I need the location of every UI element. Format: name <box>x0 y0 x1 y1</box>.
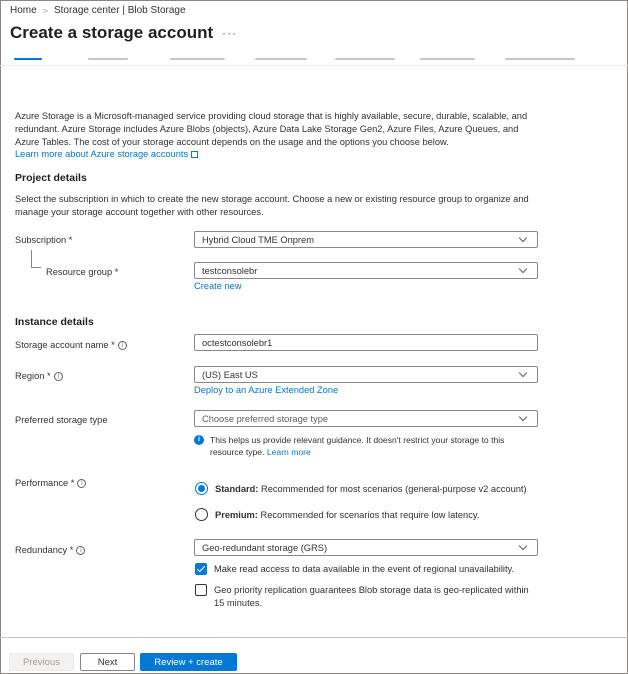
performance-standard-label <box>215 484 527 494</box>
premium-description: Recommended for scenarios that require low latency. <box>260 509 480 520</box>
learn-more-link[interactable] <box>15 149 198 159</box>
chevron-down-icon <box>519 234 527 242</box>
region-select[interactable] <box>194 366 538 383</box>
premium-title: Premium: <box>215 509 258 520</box>
learn-more-label[interactable]: Learn more about Azure storage accounts <box>15 149 189 159</box>
storage-type-info-text <box>210 434 534 458</box>
tab-strip <box>10 55 610 64</box>
tab-review[interactable] <box>505 58 575 60</box>
tab-networking[interactable] <box>170 58 225 60</box>
subscription-select[interactable] <box>194 231 538 248</box>
performance-premium-radio[interactable] <box>195 508 479 521</box>
info-icon[interactable]: i <box>54 372 63 381</box>
storage-account-name-label <box>15 340 127 350</box>
geo-priority-checkbox[interactable] <box>195 584 535 610</box>
checkbox-unchecked-icon[interactable] <box>195 584 207 596</box>
preferred-storage-type-select[interactable] <box>194 410 538 427</box>
read-access-label: Make read access to data available in the event of regional unavailability. <box>214 564 515 574</box>
performance-premium-label <box>215 510 479 520</box>
standard-description: Recommended for most scenarios (general-purpose v2 account) <box>260 483 527 494</box>
tree-connector <box>31 250 41 268</box>
redundancy-select[interactable] <box>194 539 538 556</box>
storage-type-info <box>194 434 534 458</box>
storage-account-name-label-text: Storage account name * <box>15 340 115 350</box>
review-create-button[interactable]: Review + create <box>140 653 237 671</box>
info-icon[interactable]: i <box>76 546 85 555</box>
footer-divider <box>0 637 628 638</box>
chevron-down-icon <box>519 542 527 550</box>
breadcrumb-separator-icon: > <box>42 5 48 16</box>
tab-data-protection[interactable] <box>255 58 307 60</box>
project-details-heading: Project details <box>15 172 87 184</box>
preferred-storage-type-placeholder: Choose preferred storage type <box>202 413 329 424</box>
performance-standard-radio[interactable] <box>195 482 527 495</box>
resource-group-select[interactable] <box>194 262 538 279</box>
info-filled-icon: i <box>194 435 204 445</box>
more-options-icon[interactable]: ··· <box>222 26 237 40</box>
project-details-description: Select the subscription in which to create the new storage account. Choose a new or existing resource group to organize and manage your storage account together with other resources. <box>15 194 529 217</box>
preferred-storage-type-label: Preferred storage type <box>15 415 108 425</box>
storage-type-info-message: This helps us provide relevant guidance. It doesn't restrict your storage to this resource type. <box>210 435 505 457</box>
resource-group-label: Resource group * <box>46 267 119 277</box>
geo-priority-label: Geo priority replication guarantees Blob storage data is geo-replicated within 15 minutes. <box>214 585 529 608</box>
subscription-label: Subscription * <box>15 235 73 245</box>
storage-account-name-value: octestconsolebr1 <box>202 337 273 348</box>
external-link-icon <box>191 151 198 158</box>
redundancy-value: Geo-redundant storage (GRS) <box>202 542 328 553</box>
breadcrumb-current[interactable]: Storage center | Blob Storage <box>53 5 186 16</box>
radio-selected-icon[interactable] <box>195 482 208 495</box>
region-label <box>15 371 63 381</box>
tab-encryption[interactable] <box>335 58 395 60</box>
page-title: Create a storage account <box>10 23 214 42</box>
tab-tags[interactable] <box>420 58 475 60</box>
chevron-down-icon <box>519 265 527 273</box>
tab-advanced[interactable] <box>88 58 128 60</box>
create-new-link[interactable]: Create new <box>194 281 242 291</box>
performance-label-text: Performance * <box>15 478 75 488</box>
tab-basics[interactable] <box>14 58 42 60</box>
storage-type-learn-more-link[interactable]: Learn more <box>266 447 311 457</box>
intro-text: Azure Storage is a Microsoft-managed service providing cloud storage that is highly available, secure, durable, scalable, and redundant. Azure Storage includes Azure Blobs (objects), Azure Data Lake Storage Gen2, Azure Files, Azure Queues, and Azure Tables. The cost of your storage account depends on the usage and the options you choose below. <box>15 111 528 147</box>
tabs-divider <box>0 65 628 66</box>
resource-group-value: testconsolebr <box>202 265 258 276</box>
chevron-down-icon <box>519 369 527 377</box>
storage-account-name-input[interactable] <box>194 334 538 351</box>
info-icon[interactable]: i <box>118 341 127 350</box>
radio-unselected-icon[interactable] <box>195 508 208 521</box>
region-label-text: Region * <box>15 371 51 381</box>
subscription-value: Hybrid Cloud TME Onprem <box>202 234 314 245</box>
redundancy-label-text: Redundancy * <box>15 545 74 555</box>
chevron-down-icon <box>519 413 527 421</box>
instance-details-heading: Instance details <box>15 316 94 328</box>
redundancy-label <box>15 545 85 555</box>
extended-zone-link[interactable]: Deploy to an Azure Extended Zone <box>194 385 339 395</box>
breadcrumb <box>10 5 186 16</box>
previous-button[interactable]: Previous <box>9 653 74 671</box>
region-value: (US) East US <box>202 369 258 380</box>
performance-label <box>15 478 86 488</box>
breadcrumb-home[interactable]: Home <box>10 5 37 16</box>
checkbox-checked-icon[interactable] <box>195 563 207 575</box>
info-icon[interactable]: i <box>77 479 86 488</box>
standard-title: Standard: <box>215 483 259 494</box>
next-button[interactable]: Next <box>80 653 135 671</box>
read-access-checkbox[interactable] <box>195 563 535 576</box>
